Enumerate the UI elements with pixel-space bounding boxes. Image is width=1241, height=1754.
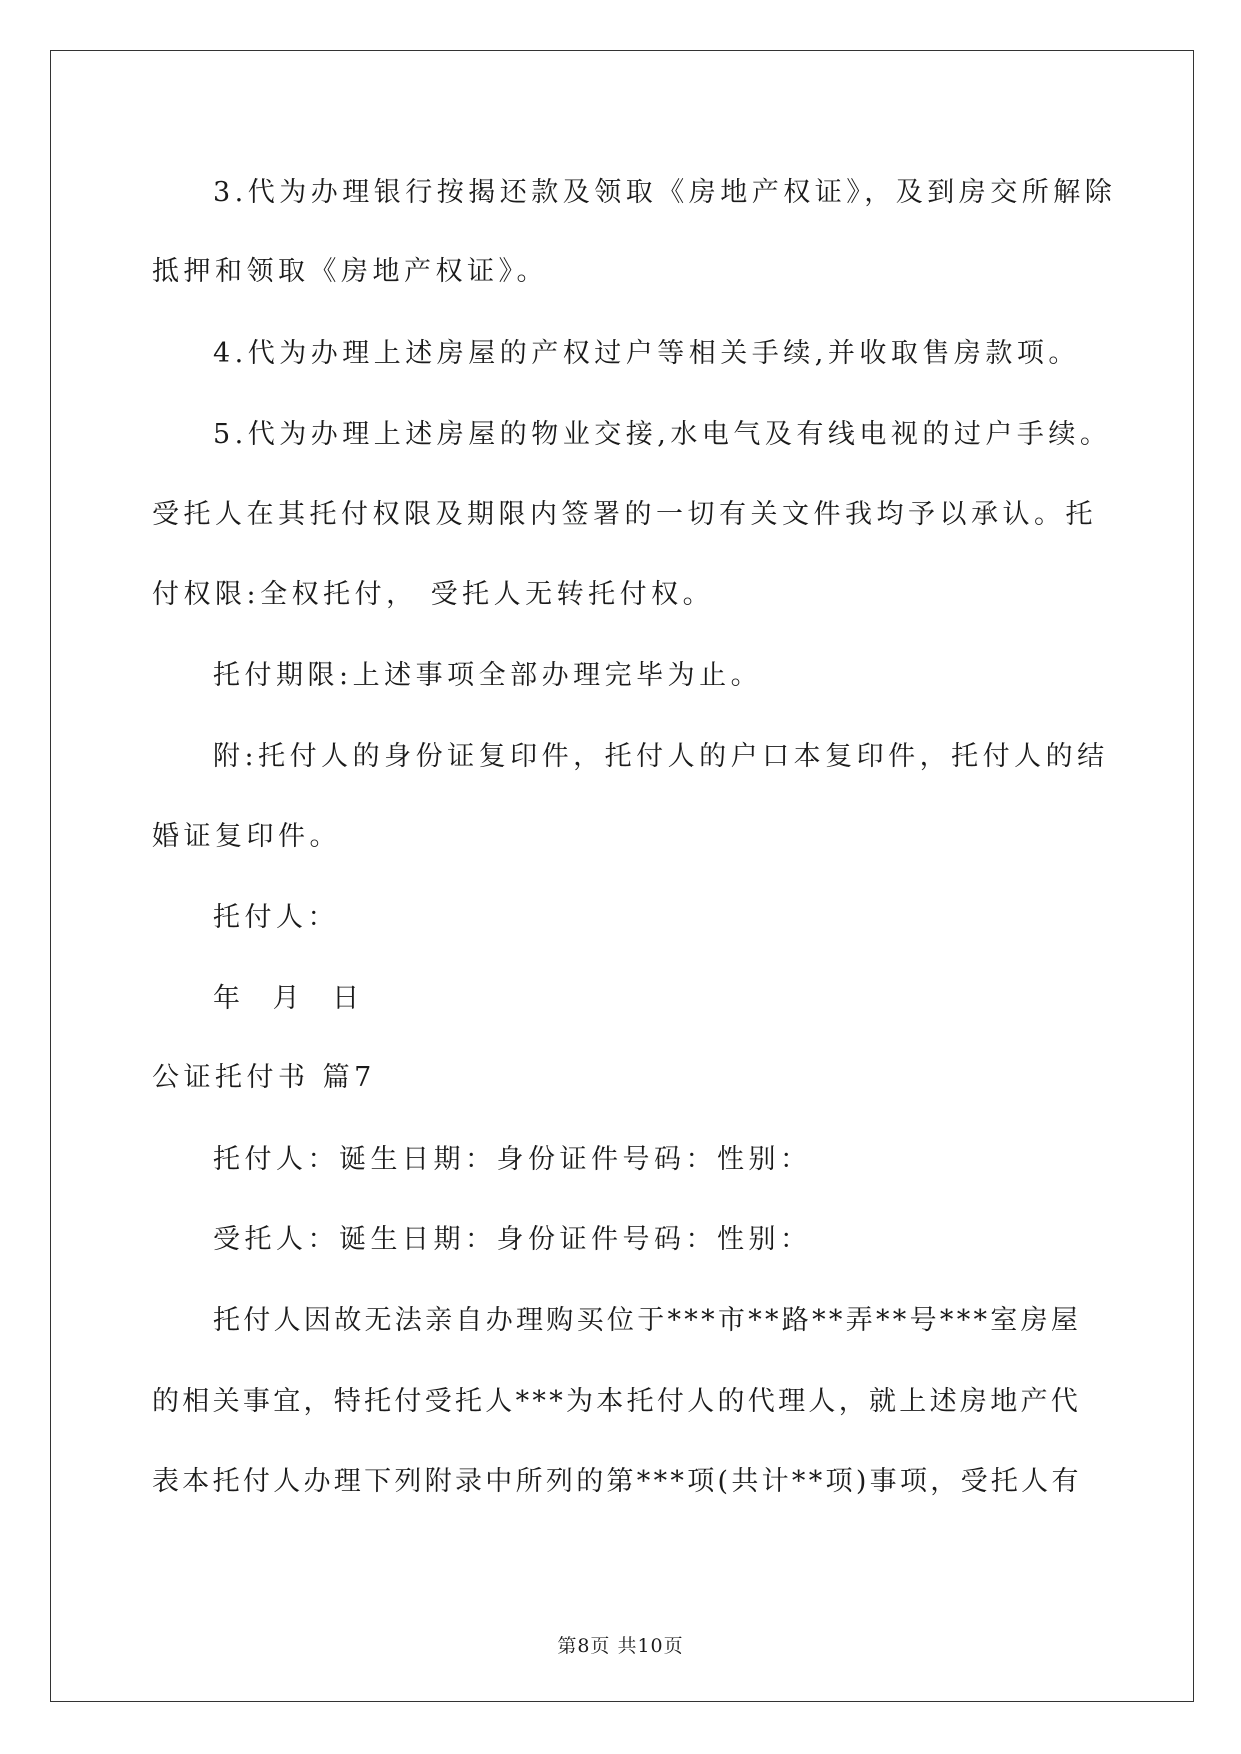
paragraph-line: 抵押和领取《房地产权证》。 — [152, 256, 548, 287]
paragraph-line: 4.代为办理上述房屋的产权过户等相关手续,并收取售房款项。 — [213, 338, 1080, 369]
paragraph-line: 受托人：诞生日期：身份证件号码：性别： — [213, 1224, 812, 1255]
paragraph-line: 托付人因故无法亲自办理购买位于***市**路**弄**号***室房屋 — [213, 1305, 1082, 1336]
paragraph-line: 受托人在其托付权限及期限内签署的一切有关文件我均予以承认。托 — [152, 499, 1097, 530]
paragraph-line: 婚证复印件。 — [152, 821, 341, 852]
paragraph-line: 附:托付人的身份证复印件，托付人的户口本复印件，托付人的结 — [213, 741, 1109, 772]
paragraph-line: 托付期限:上述事项全部办理完毕为止。 — [213, 660, 763, 691]
section-heading: 公证托付书 篇7 — [152, 1062, 376, 1093]
paragraph-line: 托付人：诞生日期：身份证件号码：性别： — [213, 1144, 812, 1175]
page-number-footer: 第8页 共10页 — [557, 1635, 684, 1657]
page-border — [50, 50, 1194, 1702]
paragraph-line: 5.代为办理上述房屋的物业交接,水电气及有线电视的过户手续。 — [213, 419, 1112, 450]
signature-label: 托付人： — [213, 902, 339, 933]
paragraph-line: 付权限:全权托付， 受托人无转托付权。 — [152, 579, 715, 610]
paragraph-line: 表本托付人办理下列附录中所列的第***项(共计**项)事项，受托人有 — [152, 1466, 1082, 1497]
paragraph-line: 3.代为办理银行按揭还款及领取《房地产权证》，及到房交所解除 — [213, 177, 1117, 208]
date-line: 年 月 日 — [213, 983, 372, 1014]
paragraph-line: 的相关事宜，特托付受托人***为本托付人的代理人，就上述房地产代 — [152, 1386, 1082, 1417]
